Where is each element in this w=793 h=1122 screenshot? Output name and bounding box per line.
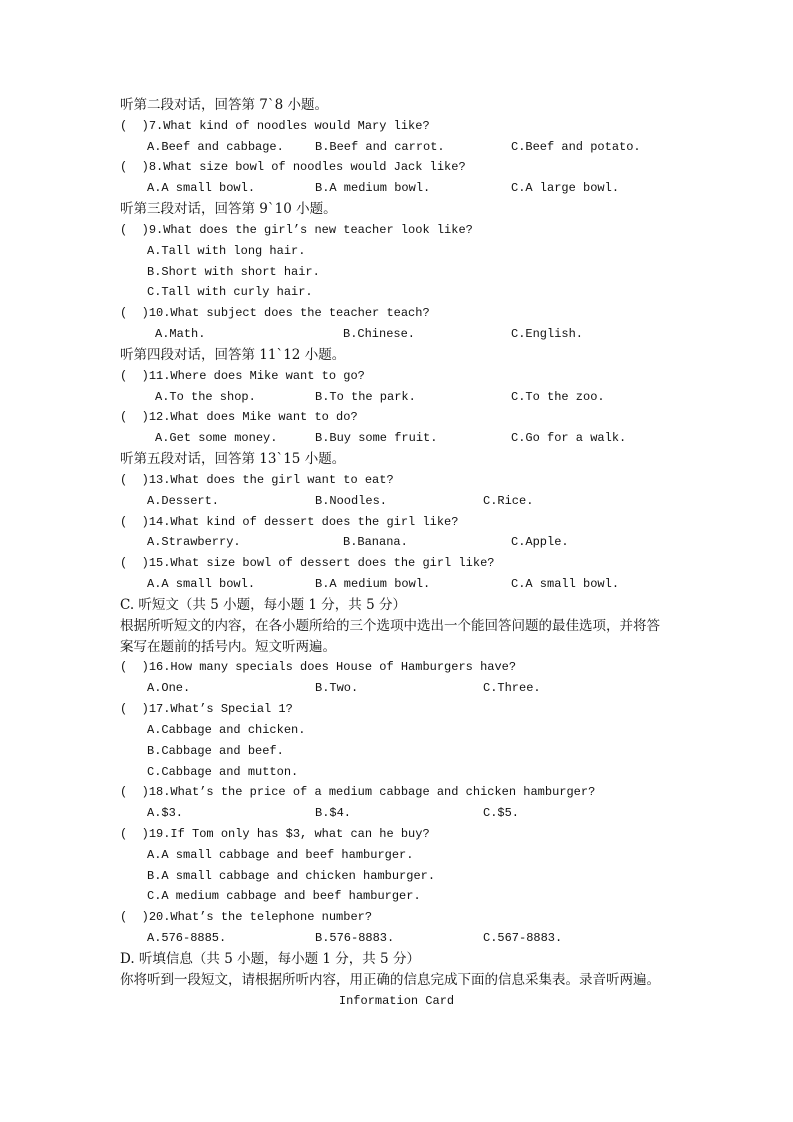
option-a: A.Math. [155,327,206,342]
option-b: B.Cabbage and beef. [147,743,284,758]
answer-blank: ( ) [120,910,149,925]
option-b: B.Beef and carrot. [315,139,445,154]
option-b: B.To the park. [315,389,416,404]
part-instruction: 听第五段对话，回答第 13`15 小题。 [120,451,346,468]
option-a: A.Dessert. [147,493,220,508]
section-instructions: 根据所听短文的内容，在各小题所给的三个选项中选出一个能回答问题的最佳选项，并将答 [120,617,660,634]
option-c: C.$5. [483,806,520,821]
option-b: B.A medium bowl. [315,577,431,592]
answer-blank: ( ) [120,826,149,841]
option-b: B.A small cabbage and chicken hamburger. [147,868,436,883]
question-stem: 7.What kind of noodles would Mary like? [148,118,430,133]
options-row [120,678,673,699]
question-13 [120,470,673,491]
options-row [120,491,673,512]
options-row [120,532,673,553]
part-instruction: 听第三段对话，回答第 9`10 小题。 [120,201,337,218]
question-stem: 11.Where does Mike want to go? [148,368,365,383]
question-8 [120,157,673,178]
option-a: A.A small bowl. [147,577,256,592]
question-19 [120,824,673,845]
option-c: C.Three. [483,681,541,696]
question-14 [120,512,673,533]
option-a: A.A small cabbage and beef hamburger. [147,847,414,862]
question-stem: 14.What kind of dessert does the girl like? [148,514,459,529]
option-b: B.A medium bowl. [315,181,431,196]
section-heading: C. 听短文（共 5 小题，每小题 1 分，共 5 分） [120,596,406,613]
answer-blank: ( ) [120,222,149,237]
question-11 [120,366,673,387]
question-15 [120,553,673,574]
question-20 [120,907,673,928]
answer-blank: ( ) [120,410,149,425]
question-12 [120,407,673,428]
question-stem: 20.What’s the telephone number? [148,910,373,925]
options-row [120,387,673,408]
option-b: B.Noodles. [315,493,388,508]
option-a: A.To the shop. [155,389,256,404]
option-b: B.Banana. [343,535,408,550]
option-a: A.576-8885. [147,931,227,946]
question-stem: 17.What’s Special 1? [148,702,293,717]
option-c: C.English. [511,327,584,342]
option-a: A.Get some money. [155,431,278,446]
part-instruction: 听第二段对话，回答第 7`8 小题。 [120,97,329,113]
question-9 [120,220,673,241]
question-stem: 8.What size bowl of noodles would Jack like? [148,160,466,175]
section-instructions: 你将听到一段短文，请根据所听内容，用正确的信息完成下面的信息采集表。录音听两遍。 [120,971,660,988]
options-row [120,928,673,949]
option-c: C.Tall with curly hair. [147,285,313,300]
option-c: C.A large bowl. [511,181,620,196]
question-stem: 9.What does the girl’s new teacher look like? [148,222,473,237]
options-row [120,803,673,824]
question-7 [120,116,673,137]
question-stem: 10.What subject does the teacher teach? [148,306,430,321]
question-stem: 13.What does the girl want to eat? [148,472,394,487]
answer-blank: ( ) [120,514,149,529]
section-heading: D. 听填信息（共 5 小题，每小题 1 分，共 5 分） [120,950,420,967]
option-c: C.Go for a walk. [511,431,627,446]
options-row [120,324,673,345]
answer-blank: ( ) [120,368,149,383]
question-stem: 18.What’s the price of a medium cabbage and chicken hamburger? [148,785,596,800]
options-row [120,137,673,158]
option-c: C.Apple. [511,535,569,550]
question-stem: 12.What does Mike want to do? [148,410,358,425]
answer-blank: ( ) [120,556,149,571]
answer-blank: ( ) [120,785,149,800]
answer-blank: ( ) [120,160,149,175]
option-b: B.$4. [315,806,352,821]
question-10 [120,303,673,324]
options-row [120,178,673,199]
question-stem: 16.How many specials does House of Hamburgers have? [148,660,517,675]
option-c: C.A small bowl. [511,577,620,592]
option-b: B.576-8883. [315,931,395,946]
answer-blank: ( ) [120,660,149,675]
option-b: B.Buy some fruit. [315,431,438,446]
option-a: A.A small bowl. [147,181,256,196]
option-a: A.$3. [147,806,184,821]
option-b: B.Two. [315,681,359,696]
part-instruction: 听第四段对话，回答第 11`12 小题。 [120,346,346,363]
options-row [120,428,673,449]
question-stem: 19.If Tom only has $3, what can he buy? [148,826,430,841]
card-title: Information Card [338,993,455,1008]
question-18 [120,782,673,803]
option-c: C.Rice. [483,493,534,508]
option-c: C.Cabbage and mutton. [147,764,299,779]
answer-blank: ( ) [120,306,149,321]
option-a: A.Cabbage and chicken. [147,722,306,737]
option-c: C.A medium cabbage and beef hamburger. [147,889,421,904]
option-b: B.Chinese. [343,327,416,342]
answer-blank: ( ) [120,118,149,133]
question-16 [120,657,673,678]
option-a: A.Tall with long hair. [147,243,306,258]
option-b: B.Short with short hair. [147,264,320,279]
question-stem: 15.What size bowl of dessert does the girl like? [148,556,495,571]
answer-blank: ( ) [120,702,149,717]
answer-blank: ( ) [120,472,149,487]
section-instructions: 案写在题前的括号内。短文听两遍。 [120,638,336,655]
option-a: A.Strawberry. [147,535,241,550]
option-a: A.Beef and cabbage. [147,139,284,154]
options-row [120,574,673,595]
option-a: A.One. [147,681,191,696]
page-content [120,95,673,1011]
option-c: C.567-8883. [483,931,563,946]
option-c: C.Beef and potato. [511,139,641,154]
option-c: C.To the zoo. [511,389,605,404]
question-17 [120,699,673,720]
